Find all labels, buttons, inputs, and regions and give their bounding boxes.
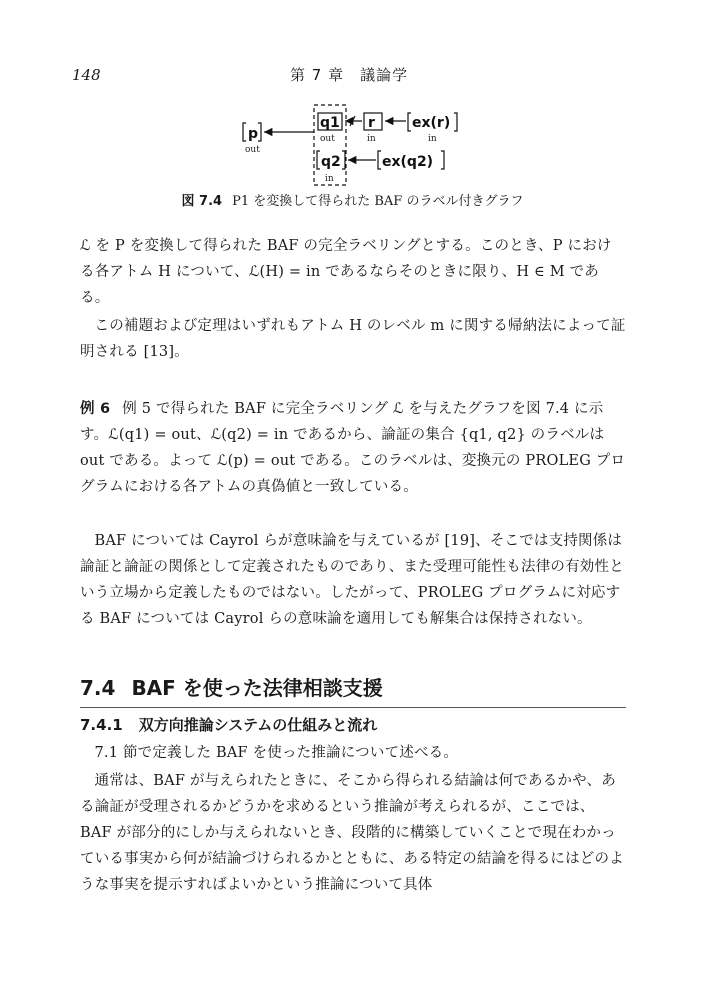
- subsection-title-text: 双方向推論システムの仕組みと流れ: [138, 716, 378, 734]
- node-ex-q2: ex(q2): [382, 154, 434, 170]
- figure-caption: [0, 190, 705, 209]
- label-ex-r: in: [428, 134, 437, 144]
- bracket-right-exq2: [441, 151, 444, 169]
- caption-text: P1 を変換して得られた BAF のラベル付きグラフ: [232, 194, 524, 209]
- paragraph-lemma: ℒ を P を変換して得られた BAF の完全ラベリングとする。このとき、P における各アトム H について、ℒ(H) = in であるならそのときに限り、H ∈ M である。: [80, 238, 612, 306]
- label-r: in: [367, 134, 376, 144]
- running-head: 第 7 章 議論学: [290, 66, 409, 84]
- node-ex-r: ex(r): [412, 115, 451, 131]
- bracket-left-exq2: [378, 151, 381, 169]
- paragraph-inference: 通常は、BAF が与えられたときに、そこから得られる結論は何であるかや、ある論証が受理されるかどうかを求めるという推論が考えられるが、ここでは、BAF が部分的にしか与えられないとき、段階的に構築していくことで現在わかっている事実から何が結論づけられるかとともに、ある特定の結論を得るにはどのような事実を提示すればよいかという推論について具体: [80, 773, 624, 893]
- node-p: p: [248, 126, 259, 142]
- node-q2: q2: [321, 154, 341, 170]
- section-number: 7.4: [80, 676, 116, 700]
- subsection-number: 7.4.1: [80, 716, 123, 734]
- baf-graph: [236, 103, 476, 189]
- bracket-left-exr: [408, 113, 411, 131]
- label-q1: out: [320, 134, 335, 144]
- subsection-title: [80, 714, 377, 735]
- example-text: 例 5 で得られた BAF に完全ラベリング ℒ を与えたグラフを図 7.4 に示す。ℒ(q1) = out、ℒ(q2) = in であるから、論証の集合 {q1, q2} のラベルは out である。よって ℒ(p) = out である。このラベルは、変換元の PROLEG プログラムにおける各アトムの真偽値と一致している。: [80, 401, 626, 495]
- label-q2: in: [325, 174, 334, 184]
- bracket-left-q2: [317, 151, 320, 169]
- example-label: 例 6: [80, 401, 111, 417]
- label-p: out: [245, 145, 260, 155]
- bracket-right-q2: [342, 151, 345, 169]
- node-q1: q1: [320, 115, 340, 131]
- node-r: r: [368, 115, 375, 131]
- example-6: [80, 396, 626, 500]
- caption-number: 図 7.4: [181, 194, 223, 209]
- section-title-text: BAF を使った法律相談支援: [131, 676, 383, 700]
- paragraph-cayrol: BAF については Cayrol らが意味論を与えているが [19]、そこでは支持関係は論証と論証の関係として定義されたものであり、また受理可能性も法律の有効性という立場から定義したものではない。したがって、PROLEG プログラムに対応する BAF については Cayrol らの意味論を適用しても解集合は保持されない。: [80, 533, 624, 627]
- bracket-right-exr: [454, 113, 457, 131]
- paragraph-intro: 7.1 節で定義した BAF を使った推論について述べる。: [94, 745, 459, 761]
- page-number: 148: [72, 66, 101, 84]
- section-title: [80, 672, 626, 708]
- bracket-right-p: [258, 123, 261, 141]
- figure-7-4: [236, 103, 476, 189]
- paragraph-proof-note: この補題および定理はいずれもアトム H のレベル m に関する帰納法によって証明される [13]。: [80, 318, 626, 360]
- bracket-left-p: [243, 123, 246, 141]
